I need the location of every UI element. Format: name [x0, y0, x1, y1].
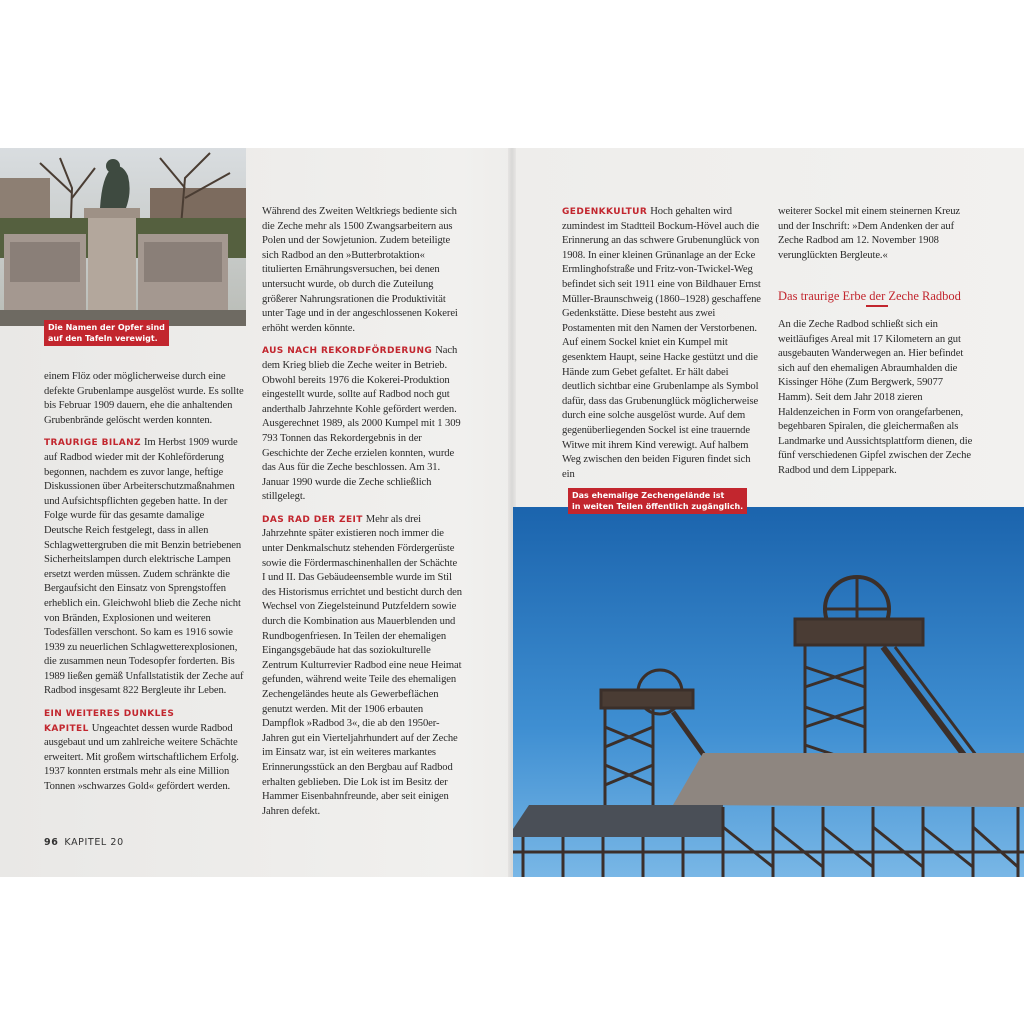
- kicker-dunkles-kapitel: EIN WEITERES DUNKLES KAPITEL: [44, 709, 175, 734]
- col2-intro: Während des Zweiten Weltkriegs bediente sich die Zeche mehr als 1500 Zwangsarbeitern aus Polen und der Sowjetunion. Zudem beteiligte sich Radbod an den »Butterbrotaktion« titulierten Ernährungsversuchen, bei denen untersucht wurde, ob durch die Zuteilung größerer Nahrungsrationen die Produktivität unter Tage und in der angeschlossenen Kokerei erhöht werden könnte.: [262, 206, 458, 334]
- col4-intro: weiterer Sockel mit einem steinernen Kreuz und der Inschrift: »Dem Andenken der auf Zeche Radbod am 12. November 1908 verunglückten Bergleute.«: [778, 206, 960, 261]
- text-column-4: [778, 205, 978, 271]
- site-caption: [568, 488, 747, 514]
- text-column-1: [44, 370, 244, 803]
- col2-paragraph-2-text: Mehr als drei Jahrzehnte später existieren noch immer die unter Denkmalschutz stehenden Fördergerüste sowie die Fördermaschinenhallen der Schächte I und II. Das Gebäudeensemble wurde im Stil des Historismus errichtet und besticht durch den Wechsel von Ziegelsteinund Putzfeldern sowie durch die Kombination aus Mauerblenden und Rundbogenfriesen. In Teilen der ehemaligen Eingangsgebäude hat das soziokulturelle Zentrum Kulturrevier Radbod eine neue Heimat gefunden, während weite Teile des ehemaligen Zechengeländes heute als Gewerbeflächen genutzt werden. Mit der 1906 erbauten Dampflok »Radbod 3«, die ab den 1950er-Jahren gut ein Vierteljahrhundert auf der Zeche im Einsatz war, ist ein weiteres markantes Erinnerungsstück an den Bergbau auf Radbod erhalten geblieben. Die Lok ist im Besitz der Hammer Eisenbahnfreunde, aber seit einigen Jahren defekt.: [262, 513, 462, 817]
- col2-paragraph-1-text: Nach dem Krieg blieb die Zeche weiter in Betrieb. Obwohl bereits 1976 die Kokerei-Produktion eingestellt wurde, sollte auf Radbod noch gut anderthalb Jahrzehnte Kohle gefördert werden. Ausgerechnet 1989, als 2000 Kumpel mit 1 309 793 Tonnen das Rekordergebnis in der Geschichte der Zeche erzielen konnten, wurde das Aus für die Zeche beschlossen. Am 31. Januar 1990 wurde die Zeche schließlich stillgelegt.: [262, 345, 461, 503]
- site-caption-line-1: Das ehemalige Zechengelände ist: [572, 491, 725, 500]
- kicker-rad-der-zeit: DAS RAD DER ZEIT: [262, 514, 363, 525]
- memorial-photo: [0, 148, 246, 326]
- col3-paragraph-1-text: Hoch gehalten wird zumindest im Stadtteil Bockum-Hövel auch die Erinnerung an das schwere Grubenunglück von 1908. In einer kleinen Grünanlage an der Ecke Ermlinghofstraße und Fritz-von-Twickel-Weg befindet sich seit 1911 eine von Bildhauer Ernst Müller-Braunschweig (1860–1928) geschaffene Gedenkstätte. Diese besteht aus zwei Postamenten mit den Namen der Verstorbenen. Auf einem Sockel kniet ein Kumpel mit gesenktem Haupt, seine Hacke gestützt und die Hände zum Gebet gefaltet. Er hält dabei deutlich sichtbar eine Grubenlampe als Symbol dafür, dass das Grubenunglück möglicherweise durch eine solche ausgelöst wurde. Auf dem gegenüberliegenden Sockel ist eine trauernde Witwe mit ihrem Kind verewigt. Auf halbem Weg zwischen den beiden Figuren findet sich ein: [562, 206, 761, 480]
- text-column-4-lower: [778, 318, 978, 487]
- col1-paragraph-1-text: Im Herbst 1909 wurde auf Radbod wieder mit der Kohleförderung begonnen, nachdem es zuvor lange, heftige Diskussionen über Arbeiterschutzmaßnahmen und Aufsichtspflichten gegeben hatte. In der Folge wurde für das gesamte damalige Deutsche Reich festgelegt, dass in allen Schlagwettergruben die mit Benzin betriebenen Sicherheitslampen durch elektrische Lampen ersetzt werden müssen. Zudem schränkte die Bergaufsicht den Einsatz von Sprengstoffen erheblich ein. Gleichwohl blieb die Zeche nicht von Bränden, Explosionen und weiteren Todesfällen verschont. So kam es 1916 sowie 1939 zu neuerlichen Schlagwetterexplosionen, die zusammen neun Todesopfer forderten. Bis 1989 ließen gemäß Unfallstatistik der Zeche auf Radbod insgesamt 822 Bergleute ihr Leben.: [44, 437, 244, 697]
- memorial-caption-line-1: Die Namen der Opfer sind: [48, 323, 165, 332]
- col1-intro: einem Flöz oder möglicherweise durch eine defekte Grubenlampe ausgelöst wurde. Es sollte bis Februar 1909 dauern, ehe die anhaltenden Grubenbrände gelöscht werden konnten.: [44, 371, 244, 426]
- kicker-rekordfoerderung: AUS NACH REKORDFÖRDERUNG: [262, 346, 433, 357]
- headframe-photo: [513, 507, 1024, 877]
- subheading-rule: [866, 305, 888, 307]
- col2-paragraph-1: [262, 344, 462, 505]
- chapter-label: KAPITEL 20: [64, 837, 124, 848]
- section-subheading: Das traurige Erbe der Zeche Radbod: [778, 289, 961, 303]
- col4-paragraph-1: An die Zeche Radbod schließt sich ein weitläufiges Areal mit 17 Kilometern an gut ausgebauten Wanderwegen an. Hier befindet sich auf den ehemaligen Abraumhalden die Kissinger Höhe (Zum Bergwerk, 59077 Hamm). Seit dem Jahr 2018 zieren Haldenzeichen in Form von orangefarbenen, begehbaren Spiralen, die gleichermaßen als Landmarke und Aussichtsplattform dienen, die fünf verschiedenen Gipfel zwischen der Zeche Radbod und dem Lippepark.: [778, 319, 973, 476]
- text-column-2: [262, 205, 462, 827]
- kicker-gedenkkultur: GEDENKKULTUR: [562, 207, 648, 217]
- page-footer: [44, 837, 124, 848]
- col1-paragraph-2: [44, 707, 244, 795]
- page-number: 96: [44, 837, 59, 848]
- memorial-caption-line-2: auf den Tafeln verewigt.: [48, 334, 158, 343]
- col1-paragraph-1: [44, 436, 244, 699]
- site-caption-line-2: in weiten Teilen öffentlich zugänglich.: [572, 502, 744, 511]
- col1-paragraph-2-text: Ungeachtet dessen wurde Radbod ausgebaut und um zahlreiche weitere Schächte erweitert. Mit großem wirtschaftlichem Erfolg. 1937 konnten erstmals mehr als eine Million Tonnen »schwarzes Gold« gefördert werden.: [44, 722, 239, 793]
- col3-paragraph-1: [562, 205, 762, 482]
- col2-paragraph-2: [262, 513, 462, 819]
- memorial-caption: [44, 320, 169, 346]
- kicker-traurige-bilanz: TRAURIGE BILANZ: [44, 438, 141, 449]
- text-column-3: [562, 205, 762, 490]
